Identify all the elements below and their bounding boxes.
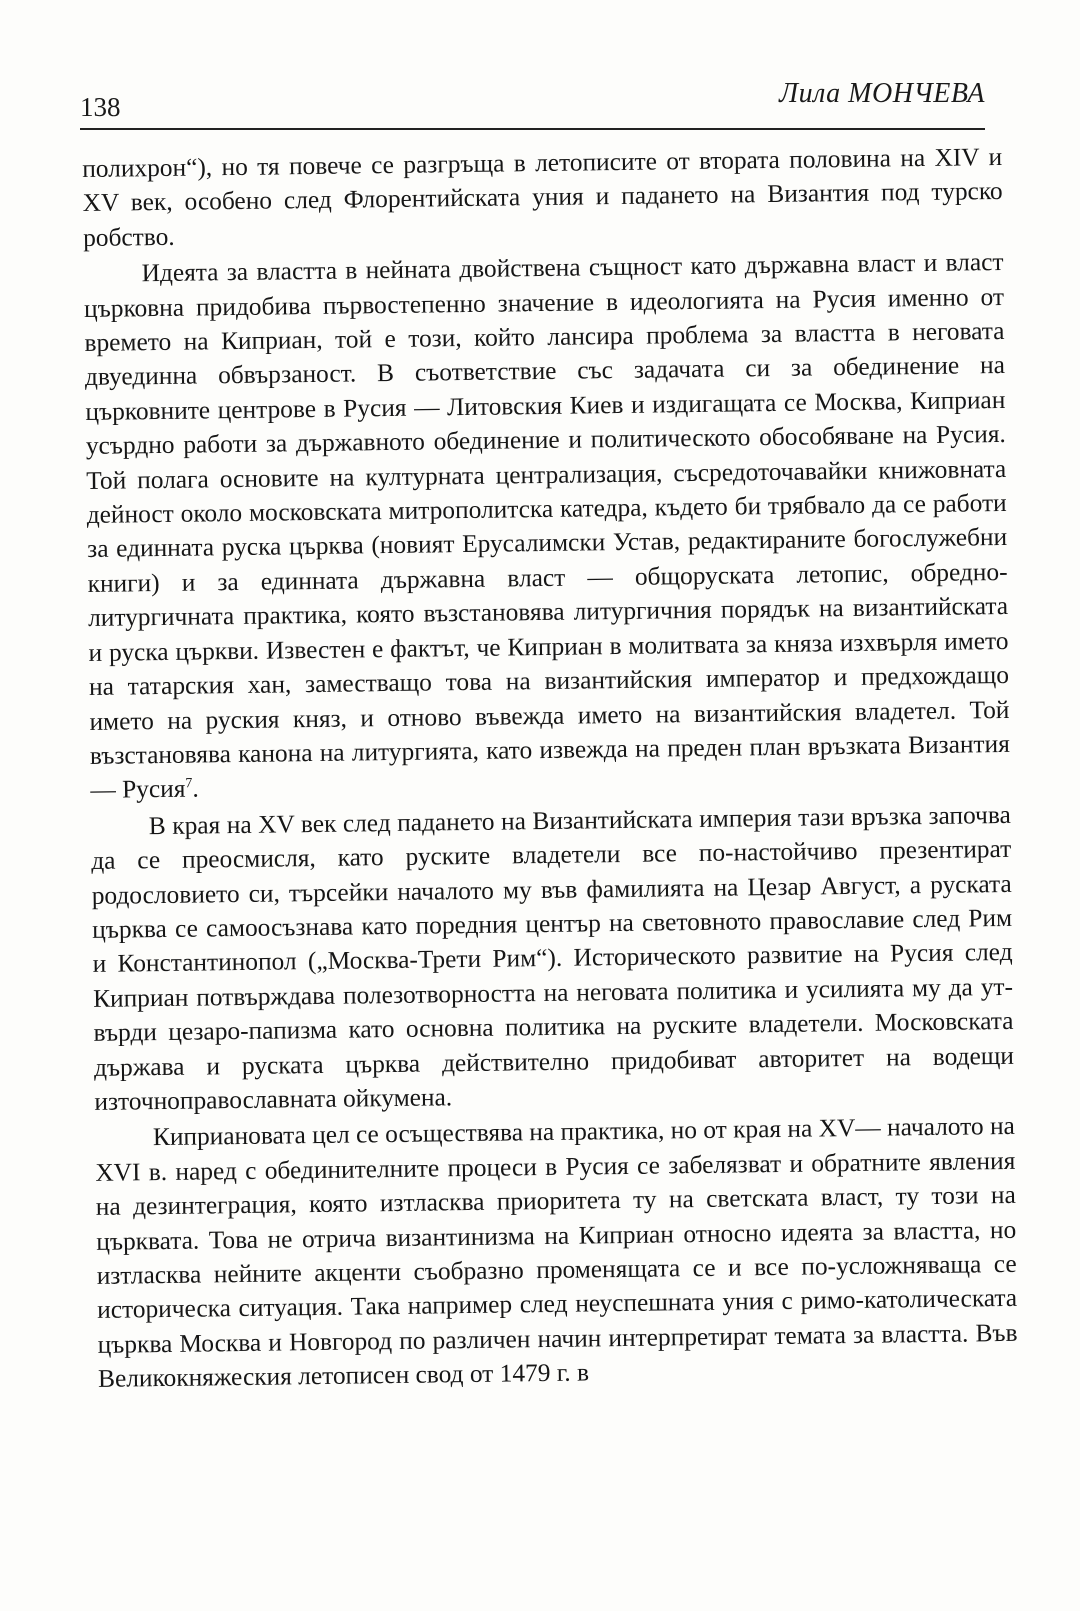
header-rule — [80, 128, 985, 130]
footnote-marker: 7 — [185, 776, 193, 792]
page-number: 138 — [80, 92, 121, 122]
paragraph-1: полихрон“), но тя повече се разгръща в летописите от втората половина на XIV и XV век, особено след Флорентийската уния и падането на Византия под турско робство. — [82, 142, 1003, 252]
page-header — [80, 66, 985, 130]
body-text — [82, 140, 1018, 1397]
running-title: Лила МОНЧЕВА — [779, 78, 985, 109]
paragraph-3: В края на XV век след падането на Византийската империя тази връзка започва да се преосмисля, като руските владетели все по-настойчиво презентират родословието си, търсейки началото му във фамилията на Цезар Август, а руската църква се самоосъзнава като поредния център на световното православие след Рим и Константинопол („Москва-Трети Рим“). Историческото развитие на Русия след Киприан потвърждава полезотворността на неговата политика и усилията му да утвърди цезаро-папизма като основна политика на руските владетели. Московската държава и руската църква действително придобиват авторитет на водещи източноправославната ойкумена. — [91, 800, 1015, 1116]
paragraph-2: Идеята за властта в нейната двойствена същност като държавна власт и власт църковна придобива първостепенно значение в идеологията на Русия именно от времето на Киприан, той е този, който лансира проблема за властта в неговата двуединна обвързаност. В съответствие със задачата си за обединение на църковните центрове в Русия — Литовския Киев и издигащата се Москва, Киприан усърдно работи за държавното обединение и политическото обособяване на Русия. Той полага основите на културната централизация, съсредоточавайки книжовната дейност около московската митрополитска катедра, където би трябвало да се работи за единната руска църква (новият Ерусалимски Устав, редактираните богослужебни книги) и за единната държавна власт — общоруската летопис, обредно-литургичната практика, която възстановява литургичния порядък на византийската и руска църкви. Известен е фактът, че Киприан в молитвата за княза изхвърля името на татарския хан, заместващо това на византийския император и предхождащо името на руския княз, и отново въвежда името на византийския владетел. Той възстановява канона на литургията, като извежда на преден план връзката Византия — Русия$^7$. — [83, 248, 1011, 805]
paragraph-4: Киприановата цел се осъществява на практика, но от края на XV— началото на XVI в. наред с обединителните процеси в Русия се забелязват и обратните явления на дезинтеграция, която изтласква приоритета ту на светската власт, ту този на църквата. Това не отрича византинизма на Киприан относно идеята за властта, но изтласква нейните акценти съобразно променящата се и все по-усложняваща се историческа ситуация. Така например след неуспешната уния с римо-католическата църква Москва и Новгород по различен начин интерпретират темата за властта. Във Великокняжеския летописен свод от 1479 г. в — [95, 1112, 1018, 1394]
